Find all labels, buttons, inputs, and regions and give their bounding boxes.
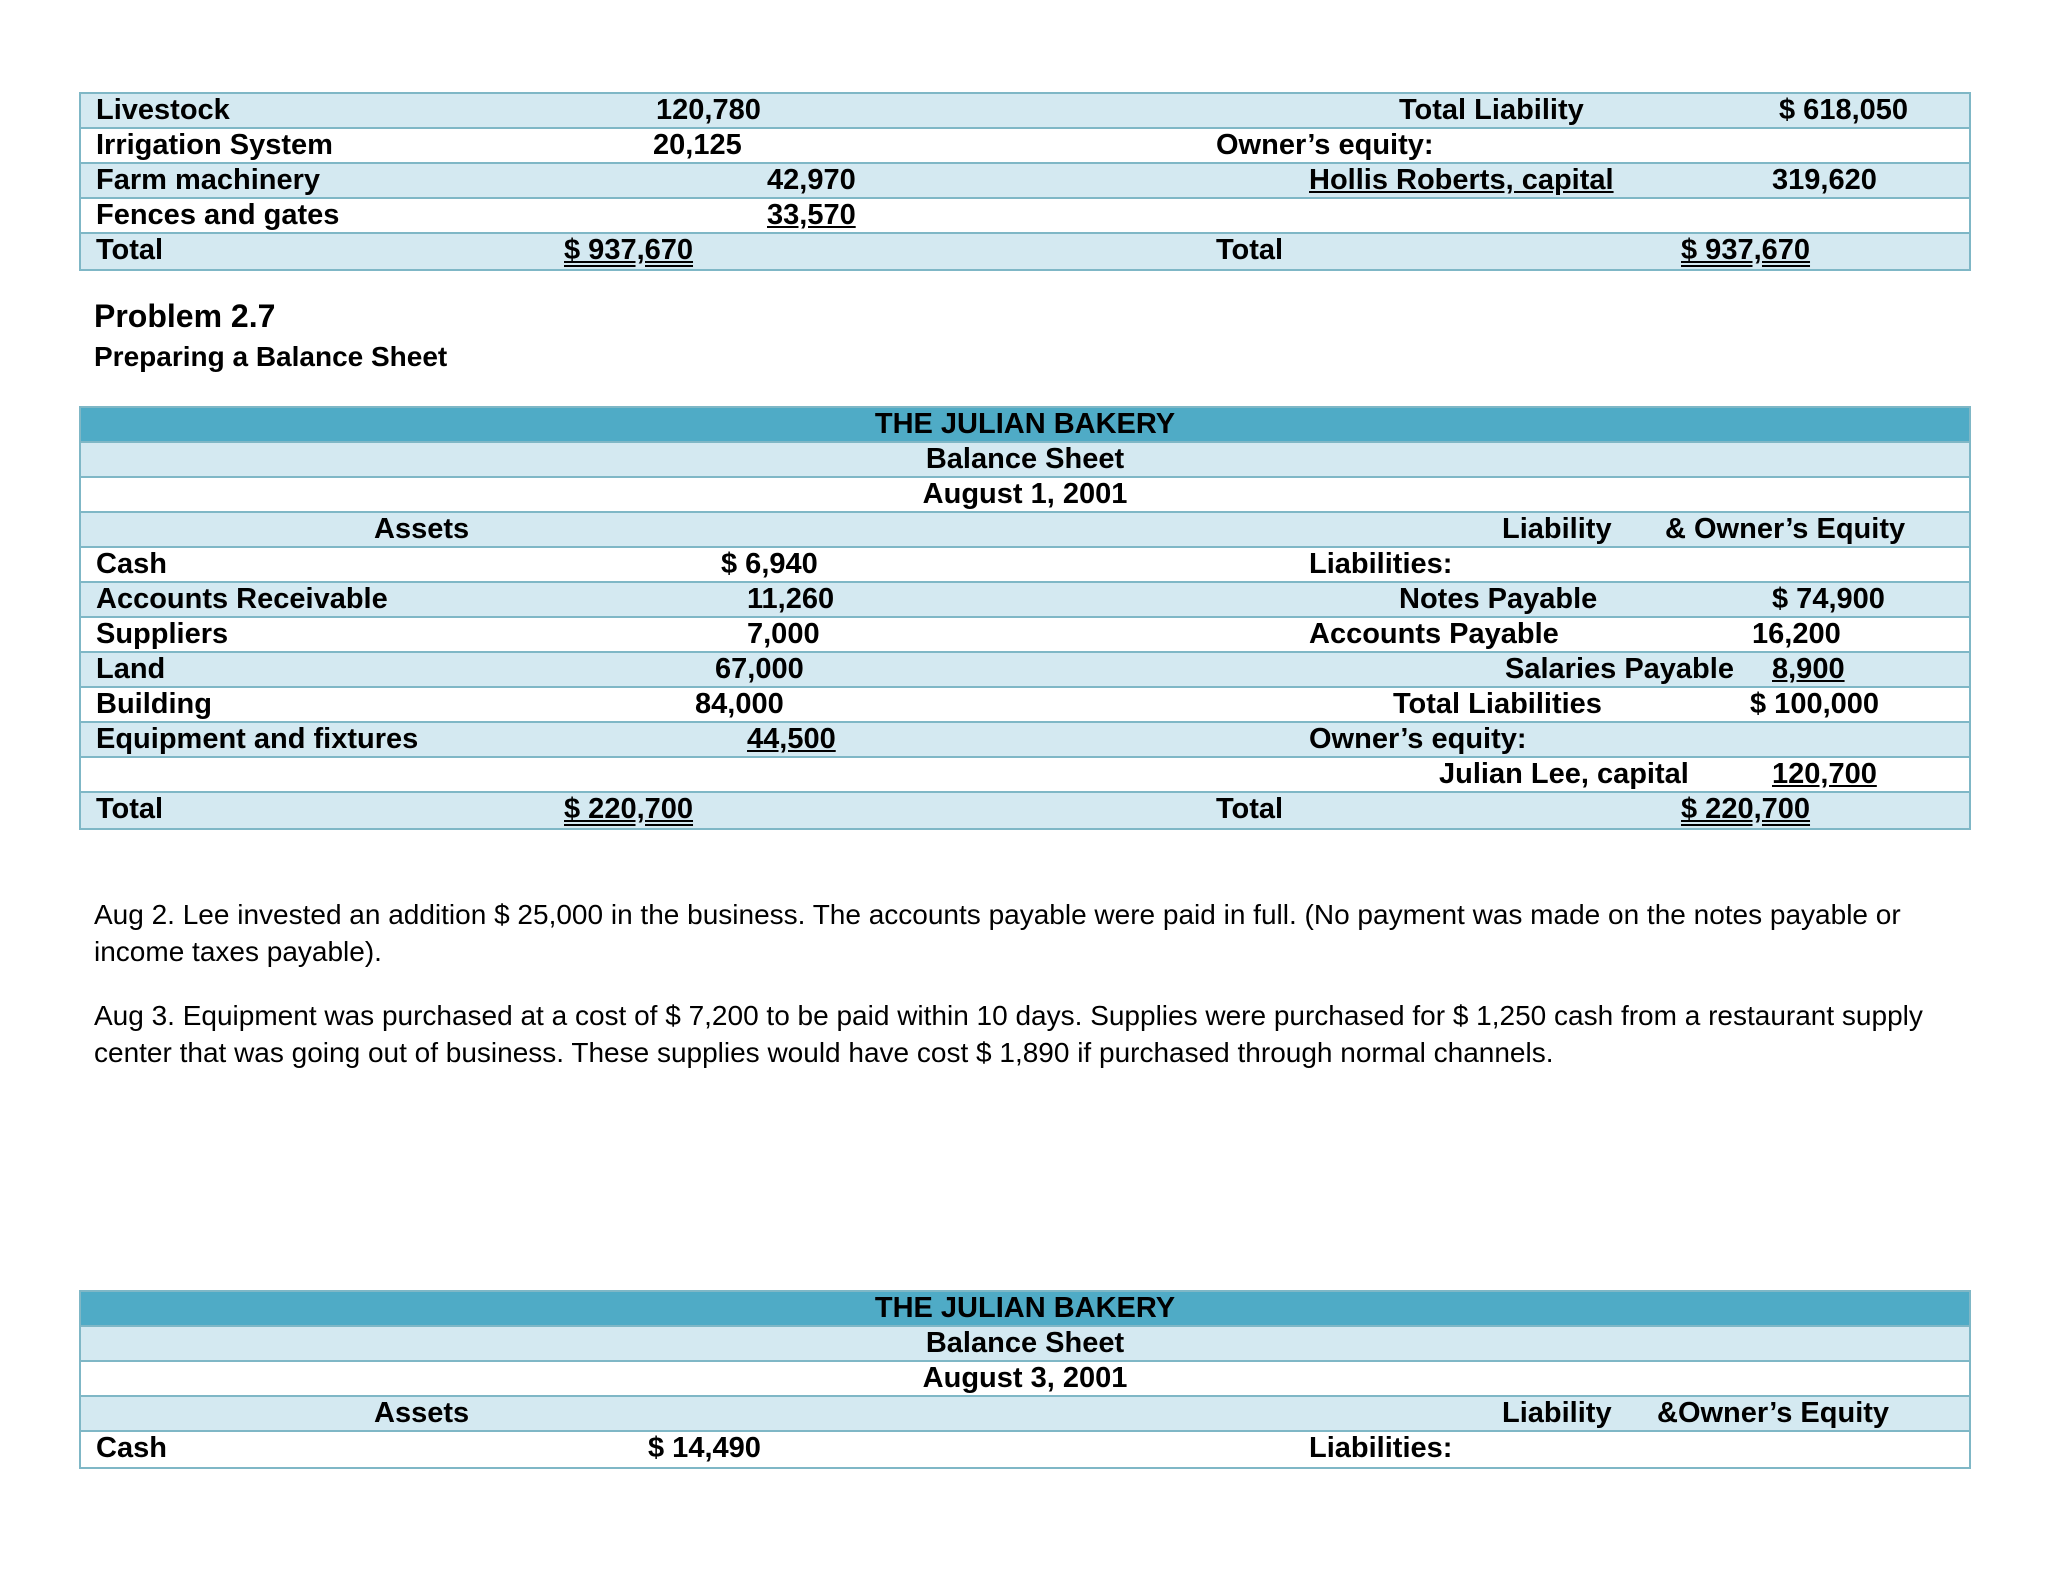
cash-amount: $ 14,490 — [648, 1432, 761, 1464]
capital-label: Julian Lee, capital — [1439, 758, 1689, 790]
liability-header: Liability — [1502, 1397, 1612, 1429]
company-name: THE JULIAN BAKERY — [874, 408, 1176, 440]
row-right-amount: 319,620 — [1772, 164, 1877, 196]
salaries-payable-amount: 8,900 — [1772, 653, 1845, 685]
row-amount: 120,780 — [656, 94, 761, 126]
row-amount: 33,570 — [767, 199, 856, 231]
previous-balance-sheet-table — [79, 92, 1971, 271]
company-header — [81, 408, 1969, 443]
table-row — [81, 653, 1969, 688]
title-row — [81, 443, 1969, 478]
row-label: Irrigation System — [96, 129, 333, 161]
row-right-label: Hollis Roberts, capital — [1309, 164, 1614, 196]
table-row — [81, 1432, 1969, 1467]
asset-amount: 84,000 — [695, 688, 784, 720]
title-row — [81, 1327, 1969, 1362]
aug3-paragraph: Aug 3. Equipment was purchased at a cost of $ 7,200 to be paid within 10 days. Supplies were purchased for $ 1,250 cash from a restaurant supply center that was going out of business. These supplies would have cost $ 1,890 if purchased through normal channels. — [94, 1000, 1923, 1068]
table-row — [81, 164, 1969, 199]
asset-label: Building — [96, 688, 212, 720]
table-row — [81, 94, 1969, 129]
asset-amount: $ 6,940 — [721, 548, 818, 580]
capital-amount: 120,700 — [1772, 758, 1877, 790]
company-name: THE JULIAN BAKERY — [874, 1292, 1176, 1324]
row-right-label: Total Liability — [1399, 94, 1584, 126]
salaries-payable-label: Salaries Payable — [1505, 653, 1734, 685]
table-row — [81, 234, 1969, 269]
sheet-title: Balance Sheet — [925, 1327, 1125, 1359]
liability-header: Liability — [1502, 513, 1612, 545]
total-label: Total — [96, 793, 164, 825]
asset-label: Land — [96, 653, 166, 685]
table-row — [81, 723, 1969, 758]
table-row — [81, 758, 1969, 793]
row-right-amount: $ 937,670 — [1681, 234, 1811, 266]
row-amount: 20,125 — [653, 129, 742, 161]
total-assets: $ 220,700 — [564, 793, 694, 825]
date-row — [81, 478, 1969, 513]
balance-sheet-aug3 — [79, 1290, 1971, 1469]
table-row — [81, 199, 1969, 234]
row-right-label: Owner’s equity: — [1216, 129, 1434, 161]
row-amount: $ 937,670 — [564, 234, 694, 266]
notes-payable-label: Notes Payable — [1399, 583, 1598, 615]
date-row — [81, 1362, 1969, 1397]
asset-label: Accounts Receivable — [96, 583, 388, 615]
asset-amount: 7,000 — [747, 618, 820, 650]
section-header-row — [81, 1397, 1969, 1432]
row-label: Farm machinery — [96, 164, 321, 196]
row-label: Fences and gates — [96, 199, 340, 231]
table-row — [81, 583, 1969, 618]
problem-title: Problem 2.7 — [94, 298, 276, 334]
problem-subtitle: Preparing a Balance Sheet — [94, 341, 448, 372]
company-header — [81, 1292, 1969, 1327]
asset-label: Cash — [96, 548, 167, 580]
asset-label: Equipment and fixtures — [96, 723, 419, 755]
liabilities-label: Liabilities: — [1309, 548, 1453, 580]
table-row — [81, 548, 1969, 583]
assets-header: Assets — [374, 1397, 470, 1429]
table-row — [81, 618, 1969, 653]
asset-amount: 11,260 — [747, 583, 835, 615]
total-right-label: Total — [1216, 793, 1284, 825]
sheet-date: August 3, 2001 — [922, 1362, 1128, 1394]
equity-header: & Owner’s Equity — [1665, 513, 1906, 545]
table-row — [81, 688, 1969, 723]
total-liabilities-label: Total Liabilities — [1393, 688, 1602, 720]
notes-payable-amount: $ 74,900 — [1772, 583, 1885, 615]
total-right-amount: $ 220,700 — [1681, 793, 1811, 825]
liabilities-label: Liabilities: — [1309, 1432, 1453, 1464]
total-liabilities-amount: $ 100,000 — [1750, 688, 1880, 720]
row-label: Livestock — [96, 94, 230, 126]
row-right-amount: $ 618,050 — [1779, 94, 1909, 126]
asset-label: Suppliers — [96, 618, 229, 650]
total-row — [81, 793, 1969, 828]
aug2-paragraph: Aug 2. Lee invested an addition $ 25,000 in the business. The accounts payable were paid in full. (No payment was made on the notes payable or income taxes payable). — [94, 899, 1901, 967]
row-amount: 42,970 — [767, 164, 856, 196]
equity-header: &Owner’s Equity — [1657, 1397, 1890, 1429]
asset-amount: 67,000 — [715, 653, 804, 685]
sheet-date: August 1, 2001 — [922, 478, 1128, 510]
row-right-label: Total — [1216, 234, 1284, 266]
cash-label: Cash — [96, 1432, 167, 1464]
sheet-title: Balance Sheet — [925, 443, 1125, 475]
owners-equity-label: Owner’s equity: — [1309, 723, 1527, 755]
balance-sheet-aug1 — [79, 406, 1971, 830]
table-row — [81, 129, 1969, 164]
section-header-row — [81, 513, 1969, 548]
asset-amount: 44,500 — [747, 723, 836, 755]
accounts-payable-amount: 16,200 — [1752, 618, 1841, 650]
row-label: Total — [96, 234, 164, 266]
assets-header: Assets — [374, 513, 470, 545]
accounts-payable-label: Accounts Payable — [1309, 618, 1559, 650]
